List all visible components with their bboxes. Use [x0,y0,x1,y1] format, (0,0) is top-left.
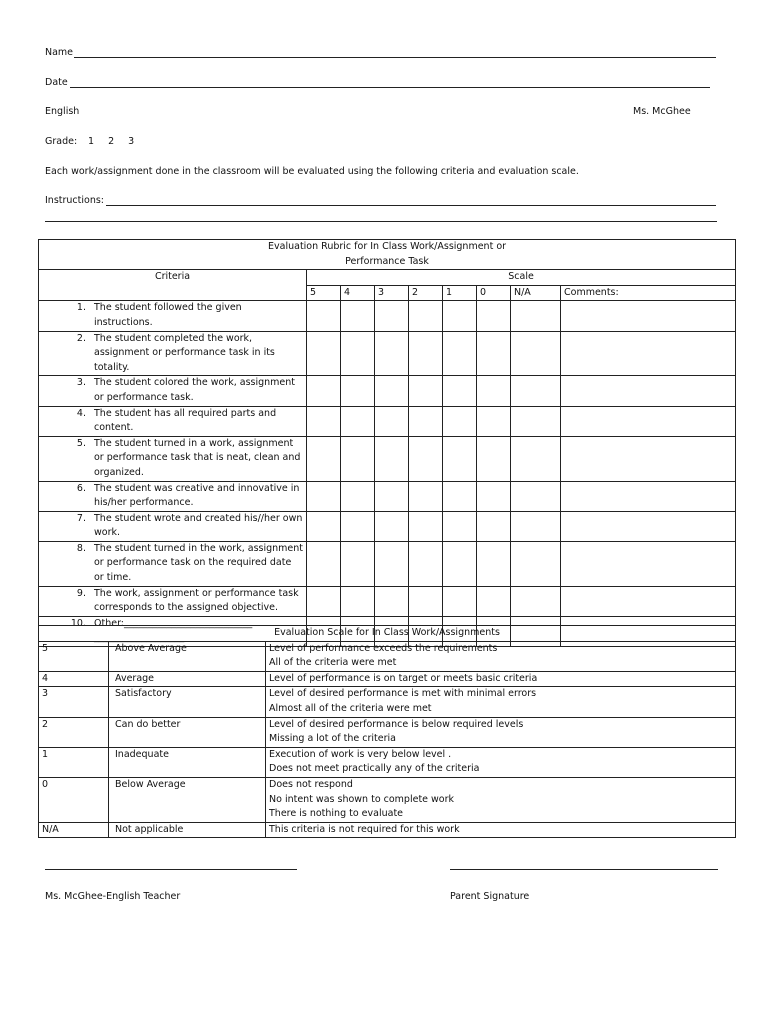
comments-cell[interactable] [561,406,736,436]
score-cell[interactable] [409,586,443,616]
parent-signature-line[interactable] [450,869,718,870]
score-cell[interactable] [511,586,561,616]
score-cell[interactable] [307,331,341,376]
score-cell[interactable] [341,481,375,511]
teacher-name: Ms. McGhee [633,106,691,117]
score-cell[interactable] [341,376,375,406]
score-cell[interactable] [375,376,409,406]
score-cell[interactable] [307,406,341,436]
scale-description: This criteria is not required for this work [266,822,736,838]
criteria-text: 9. The work, assignment or performance task corresponds to the assigned objective. [39,586,307,616]
score-cell[interactable] [409,301,443,331]
scale-score: 2 [39,717,109,747]
criteria-row [39,586,736,616]
score-cell[interactable] [477,301,511,331]
score-cell[interactable] [511,541,561,586]
intro-text: Each work/assignment done in the classroom will be evaluated using the following criteria and evaluation scale. [45,166,579,177]
evaluation-scale-table [38,625,736,838]
score-cell[interactable] [477,406,511,436]
name-field[interactable] [74,57,716,58]
criteria-text: 2. The student completed the work, assignment or performance task in its totality. [39,331,307,376]
comments-cell[interactable] [561,541,736,586]
score-cell[interactable] [477,331,511,376]
instructions-label: Instructions: [45,195,104,206]
parent-signature-label: Parent Signature [450,891,530,902]
scale-score: 5 [39,641,109,671]
score-cell[interactable] [341,541,375,586]
scale-label: Inadequate [109,747,266,777]
scale-description: Does not respond No intent was shown to complete work There is nothing to evaluate [266,777,736,822]
score-cell[interactable] [443,541,477,586]
scale-col-4: 4 [341,285,375,301]
score-cell[interactable] [443,511,477,541]
score-cell[interactable] [511,481,561,511]
comments-cell[interactable] [561,376,736,406]
score-cell[interactable] [477,436,511,481]
score-cell[interactable] [477,511,511,541]
scale-description: Level of performance is on target or meets basic criteria [266,671,736,687]
criteria-text: 7. The student wrote and created his//her own work. [39,511,307,541]
grade-label: Grade: [45,136,78,147]
scale-col-5: 5 [307,285,341,301]
criteria-text: 5. The student turned in a work, assignment or performance task that is neat, clean and organized. [39,436,307,481]
scale-description: Execution of work is very below level . Does not meet practically any of the criteria [266,747,736,777]
scale-row [39,671,736,687]
scale-col-1: 1 [443,285,477,301]
score-cell[interactable] [443,376,477,406]
score-cell[interactable] [443,301,477,331]
scale-score: 1 [39,747,109,777]
score-cell[interactable] [443,406,477,436]
date-field[interactable] [70,87,710,88]
score-cell[interactable] [477,481,511,511]
teacher-signature-line[interactable] [45,869,297,870]
score-cell[interactable] [307,541,341,586]
subject-label: English [45,106,80,117]
score-cell[interactable] [341,331,375,376]
score-cell[interactable] [375,481,409,511]
criteria-text: 1. The student followed the given instructions. [39,301,307,331]
comments-cell[interactable] [561,481,736,511]
scale-description: Level of desired performance is met with minimal errors Almost all of the criteria were met [266,687,736,717]
scale-col-comments: Comments: [561,285,736,301]
score-cell[interactable] [341,436,375,481]
scale-title: Evaluation Scale for In Class Work/Assignments [39,626,736,642]
teacher-signature-label: Ms. McGhee-English Teacher [45,891,181,902]
criteria-row [39,376,736,406]
scale-score: N/A [39,822,109,838]
scale-label: Satisfactory [109,687,266,717]
scale-label: Not applicable [109,822,266,838]
score-cell[interactable] [375,301,409,331]
score-cell[interactable] [375,541,409,586]
scale-row [39,777,736,822]
criteria-row [39,511,736,541]
score-cell[interactable] [341,406,375,436]
score-cell[interactable] [511,511,561,541]
comments-cell[interactable] [561,586,736,616]
scale-row [39,687,736,717]
score-cell[interactable] [443,436,477,481]
scale-label: Average [109,671,266,687]
score-cell[interactable] [477,541,511,586]
score-cell[interactable] [409,436,443,481]
score-cell[interactable] [409,541,443,586]
rubric-title: Evaluation Rubric for In Class Work/Assignment or Performance Task [39,240,736,270]
criteria-text: 8. The student turned in the work, assignment or performance task on the required date or time. [39,541,307,586]
score-cell[interactable] [443,331,477,376]
comments-cell[interactable] [561,331,736,376]
scale-row [39,822,736,838]
criteria-text: 6. The student was creative and innovative in his/her performance. [39,481,307,511]
scale-description: Level of performance exceeds the requirements All of the criteria were met [266,641,736,671]
scale-score: 4 [39,671,109,687]
score-cell[interactable] [511,301,561,331]
comments-cell[interactable] [561,511,736,541]
score-cell[interactable] [511,376,561,406]
criteria-row [39,301,736,331]
criteria-text: 10. Other:___________________________ ___________________ [39,616,307,646]
score-cell[interactable] [443,481,477,511]
scale-col-na: N/A [511,285,561,301]
score-cell[interactable] [409,376,443,406]
score-cell[interactable] [341,301,375,331]
scale-row [39,641,736,671]
score-cell[interactable] [307,481,341,511]
score-cell[interactable] [341,586,375,616]
score-cell[interactable] [307,511,341,541]
score-cell[interactable] [477,586,511,616]
score-cell[interactable] [409,331,443,376]
comments-cell[interactable] [561,436,736,481]
rubric-table [38,239,736,647]
score-cell[interactable] [307,376,341,406]
criteria-text: 4. The student has all required parts and content. [39,406,307,436]
score-cell[interactable] [409,481,443,511]
scale-col-2: 2 [409,285,443,301]
scale-col-3: 3 [375,285,409,301]
criteria-row [39,406,736,436]
score-cell[interactable] [409,406,443,436]
score-cell[interactable] [375,331,409,376]
score-cell[interactable] [375,511,409,541]
criteria-row [39,436,736,481]
scale-description: Level of desired performance is below required levels Missing a lot of the criteria [266,717,736,747]
criteria-row [39,331,736,376]
scale-label: Above Average [109,641,266,671]
score-cell[interactable] [307,436,341,481]
scale-header: Scale [307,270,736,286]
name-label: Name [45,47,74,58]
scale-label: Can do better [109,717,266,747]
scale-label: Below Average [109,777,266,822]
instructions-field-line2[interactable] [45,221,717,222]
scale-row [39,717,736,747]
scale-row [39,747,736,777]
scale-score: 3 [39,687,109,717]
score-cell[interactable] [409,511,443,541]
comments-cell[interactable] [561,301,736,331]
criteria-text: 3. The student colored the work, assignment or performance task. [39,376,307,406]
score-cell[interactable] [307,301,341,331]
score-cell[interactable] [443,586,477,616]
instructions-field[interactable] [106,205,716,206]
criteria-row [39,541,736,586]
score-cell[interactable] [341,511,375,541]
score-cell[interactable] [511,436,561,481]
scale-score: 0 [39,777,109,822]
date-label: Date [45,77,68,88]
score-cell[interactable] [511,406,561,436]
grade-options[interactable]: 1 2 3 [88,136,135,147]
score-cell[interactable] [375,586,409,616]
criteria-header: Criteria [39,270,307,301]
score-cell[interactable] [511,331,561,376]
scale-col-0: 0 [477,285,511,301]
score-cell[interactable] [307,586,341,616]
score-cell[interactable] [375,406,409,436]
criteria-row [39,481,736,511]
score-cell[interactable] [375,436,409,481]
score-cell[interactable] [477,376,511,406]
